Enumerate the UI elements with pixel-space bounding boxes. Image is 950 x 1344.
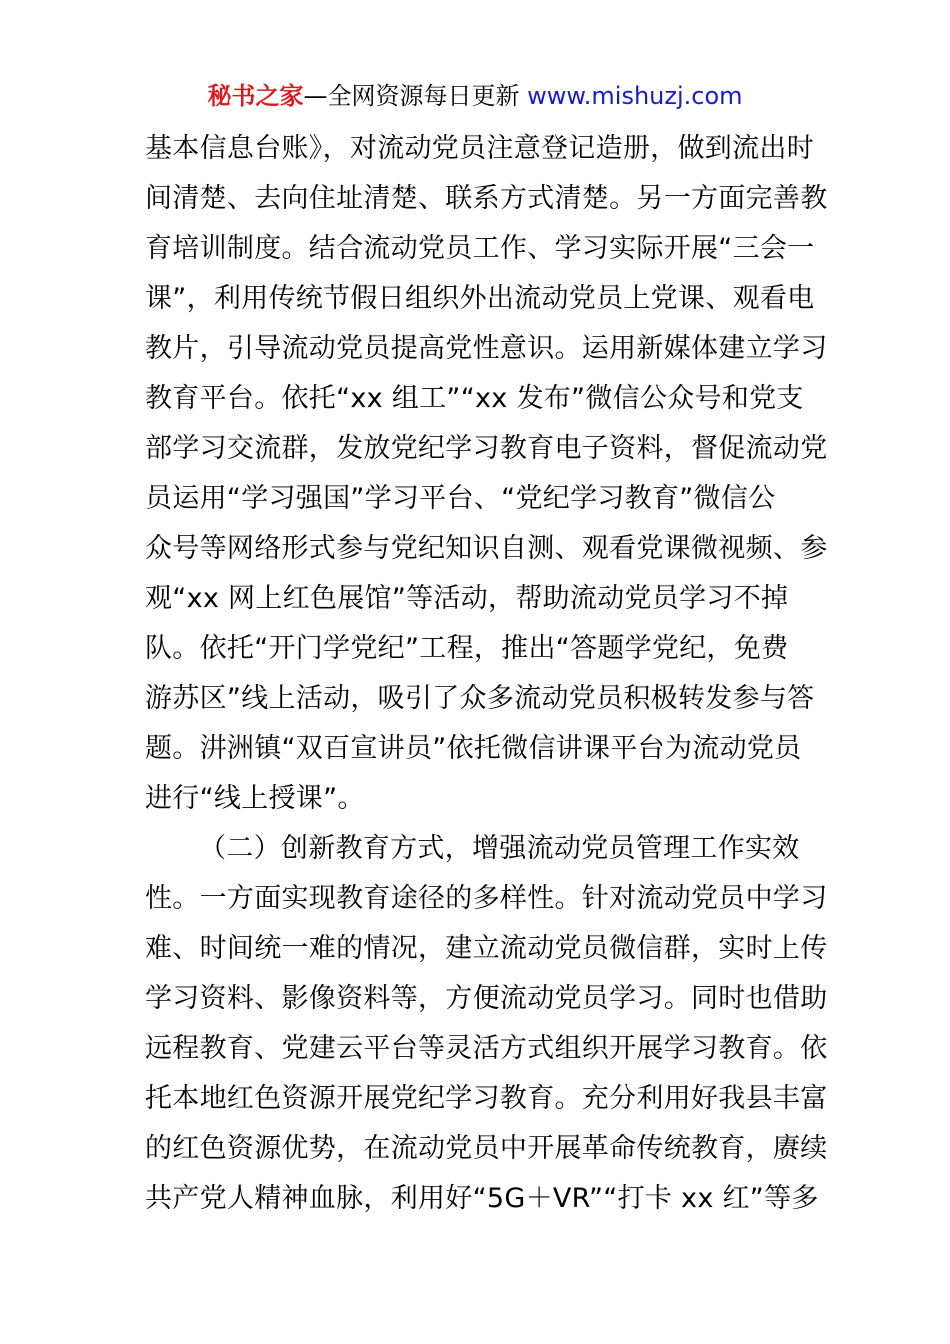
text-line: 基本信息台账》，对流动党员注意登记造册，做到流出时 <box>145 133 814 164</box>
text-line: 进行“线上授课”。 <box>145 783 365 814</box>
text-line: 性。一方面实现教育途径的多样性。针对流动党员中学习 <box>145 883 828 914</box>
text-line: 共产党人精神血脉，利用好“5G＋VR”“打卡 xx 红”等多 <box>145 1183 819 1214</box>
text-line: 的红色资源优势，在流动党员中开展革命传统教育，赓续 <box>145 1133 828 1164</box>
text-line: 难、时间统一难的情况，建立流动党员微信群，实时上传 <box>145 933 828 964</box>
site-tagline: —全网资源每日更新 <box>303 82 528 110</box>
text-line: 教片，引导流动党员提高党性意识。运用新媒体建立学习 <box>145 333 828 364</box>
text-line: 员运用“学习强国”学习平台、“党纪学习教育”微信公 <box>145 483 776 514</box>
text-line: 部学习交流群，发放党纪学习教育电子资料，督促流动党 <box>145 433 828 464</box>
text-line: 队。依托“开门学党纪”工程，推出“答题学党纪，免费 <box>145 633 789 664</box>
text-line: 游苏区”线上活动，吸引了众多流动党员积极转发参与答 <box>145 683 815 714</box>
text-line: 众号等网络形式参与党纪知识自测、观看党课微视频、参 <box>145 533 828 564</box>
text-line: 课”，利用传统节假日组织外出流动党员上党课、观看电 <box>145 283 815 314</box>
text-line: 托本地红色资源开展党纪学习教育。充分利用好我县丰富 <box>145 1083 828 1114</box>
text-line: 学习资料、影像资料等，方便流动党员学习。同时也借助 <box>145 983 828 1014</box>
text-line: 育培训制度。结合流动党员工作、学习实际开展“三会一 <box>145 233 815 264</box>
text-line: 远程教育、党建云平台等灵活方式组织开展学习教育。依 <box>145 1033 828 1064</box>
text-line: 教育平台。依托“xx 组工”“xx 发布”微信公众号和党支 <box>145 383 804 414</box>
document-body <box>145 124 828 1224</box>
text-line: 观“xx 网上红色展馆”等活动，帮助流动党员学习不掉 <box>145 583 789 614</box>
site-brand: 秘书之家 <box>207 82 304 110</box>
text-line: 间清楚、去向住址清楚、联系方式清楚。另一方面完善教 <box>145 183 828 214</box>
text-line: 题。汫洲镇“双百宣讲员”依托微信讲课平台为流动党员 <box>145 733 802 764</box>
page-header <box>0 78 950 114</box>
site-url-link[interactable]: www.mishuzj.com <box>527 82 743 110</box>
section-heading-line: （二）创新教育方式，增强流动党员管理工作实效 <box>199 833 800 864</box>
